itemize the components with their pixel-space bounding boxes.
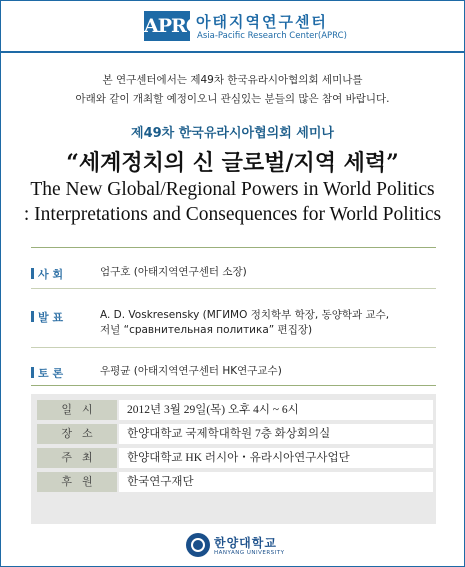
center-name-korean: 아태지역연구센터	[196, 13, 328, 31]
row-divider	[31, 347, 436, 348]
schedule-key: 일시	[37, 400, 117, 420]
presenter-text-2: 저널 “сравнительная политика” 편집장)	[100, 324, 313, 336]
role-label-text: 발 표	[38, 311, 64, 324]
row-divider	[31, 288, 436, 289]
seminar-title-english-1: The New Global/Regional Powers in World Politics	[30, 179, 435, 200]
schedule-panel	[31, 394, 436, 524]
university-seal-icon	[186, 533, 210, 557]
header-divider	[1, 51, 464, 53]
schedule-row-date	[31, 398, 436, 422]
schedule-value: 한양대학교 국제학대학원 7층 화상회의실	[119, 424, 433, 444]
seminar-subtitle: 제49차 한국유라시아협의회 세미나	[131, 126, 334, 141]
header	[1, 1, 464, 49]
role-label-text: 사 회	[38, 268, 64, 281]
schedule-key: 후원	[37, 472, 117, 492]
label-bar-icon	[31, 268, 34, 279]
seminar-title-english-2: : Interpretations and Consequences for World Politics	[23, 204, 442, 225]
schedule-row-sponsor	[31, 470, 436, 494]
role-label-moderator	[31, 266, 63, 282]
role-label-discussant	[31, 365, 63, 381]
university-name-english: HANYANG UNIVERSITY	[214, 550, 285, 556]
intro-line-2: 아래와 같이 개최할 예정이오니 관심있는 분들의 많은 참여 바랍니다.	[75, 93, 390, 105]
schedule-row-venue	[31, 422, 436, 446]
schedule-value: 한국연구재단	[119, 472, 433, 492]
schedule-key: 주최	[37, 448, 117, 468]
schedule-value: 2012년 3월 29일(목) 오후 4시 ~ 6시	[119, 400, 433, 420]
university-logo	[186, 533, 306, 563]
schedule-key: 장소	[37, 424, 117, 444]
role-label-presenter	[31, 309, 63, 325]
schedule-row-host	[31, 446, 436, 470]
section-divider	[31, 385, 436, 386]
moderator-text: 엄구호 (아태지역연구센터 소장)	[100, 266, 247, 278]
presenter-text-1: A. D. Voskresensky (МГИМО 정치학부 학장, 동양학과 교수,	[100, 309, 390, 321]
label-bar-icon	[31, 367, 34, 378]
aprc-logo-mark: APRC	[144, 11, 190, 41]
label-bar-icon	[31, 311, 34, 322]
discussant-text: 우평균 (아태지역연구센터 HK연구교수)	[100, 365, 282, 377]
intro-line-1: 본 연구센터에서는 제49차 한국유라시아협의회 세미나를	[102, 74, 363, 86]
university-name-korean: 한양대학교	[214, 536, 277, 550]
seminar-title-korean: “세계정치의 신 글로벌/지역 세력”	[66, 150, 399, 176]
role-label-text: 토 론	[38, 367, 64, 380]
section-divider	[31, 247, 436, 248]
schedule-value: 한양대학교 HK 러시아・유라시아연구사업단	[119, 448, 433, 468]
center-name-english: Asia-Pacific Research Center(APRC)	[197, 31, 347, 41]
